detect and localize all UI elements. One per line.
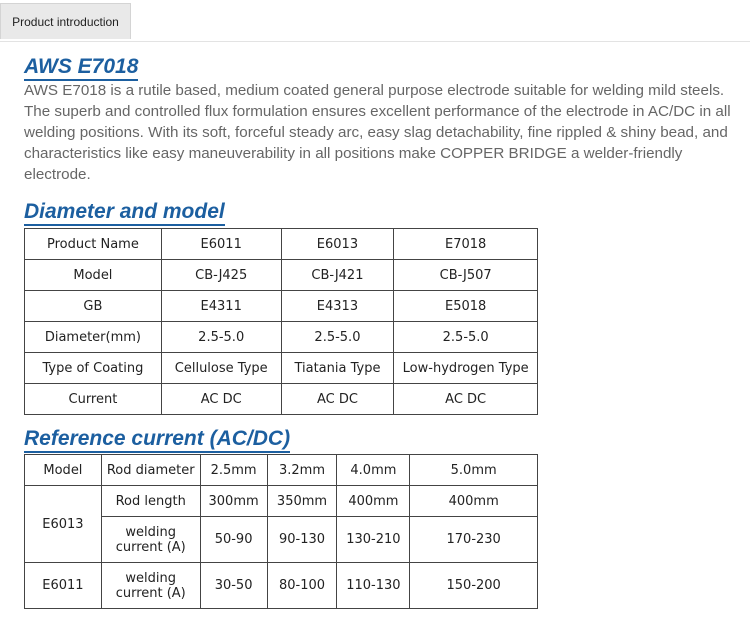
table-cell: 350mm — [267, 486, 337, 517]
table-header-cell: 5.0mm — [410, 455, 538, 486]
table-cell: 400mm — [337, 486, 410, 517]
table-row — [25, 455, 538, 486]
diameter-model-table — [24, 228, 538, 415]
table-cell: welding current (A) — [101, 563, 200, 609]
table-cell: Product Name — [25, 229, 162, 260]
table-header-cell: 2.5mm — [200, 455, 267, 486]
table-cell: AC DC — [161, 384, 281, 415]
table-cell: E4311 — [161, 291, 281, 322]
table-cell: 170-230 — [410, 517, 538, 563]
product-title: AWS E7018 — [24, 55, 139, 78]
table-cell: 80-100 — [267, 563, 337, 609]
table-row — [25, 486, 538, 517]
table-header-cell: Rod diameter — [101, 455, 200, 486]
table-cell: Cellulose Type — [161, 353, 281, 384]
table-cell-model: E6013 — [25, 486, 102, 563]
table-cell: AC DC — [281, 384, 394, 415]
table-cell: E5018 — [394, 291, 538, 322]
table-cell: Tiatania Type — [281, 353, 394, 384]
tab-product-introduction[interactable]: Product introduction — [0, 3, 131, 39]
table-cell: Diameter(mm) — [25, 322, 162, 353]
table-cell: 300mm — [200, 486, 267, 517]
table-cell: E6011 — [161, 229, 281, 260]
table-cell: 2.5-5.0 — [394, 322, 538, 353]
table-cell: CB-J421 — [281, 260, 394, 291]
table-cell: AC DC — [394, 384, 538, 415]
table-row — [25, 384, 538, 415]
reference-current-heading: Reference current (AC/DC) — [24, 427, 291, 450]
table-cell: 30-50 — [200, 563, 267, 609]
table-cell: welding current (A) — [101, 517, 200, 563]
table-cell: E7018 — [394, 229, 538, 260]
table-cell: GB — [25, 291, 162, 322]
table-header-cell: Model — [25, 455, 102, 486]
table-cell: 2.5-5.0 — [161, 322, 281, 353]
table-cell: 90-130 — [267, 517, 337, 563]
table-row — [25, 291, 538, 322]
table-row — [25, 563, 538, 609]
table-cell: 110-130 — [337, 563, 410, 609]
diameter-model-heading: Diameter and model — [24, 200, 225, 223]
table-cell: 150-200 — [410, 563, 538, 609]
table-cell: CB-J507 — [394, 260, 538, 291]
table-cell: Low-hydrogen Type — [394, 353, 538, 384]
table-cell: Type of Coating — [25, 353, 162, 384]
table-row — [25, 260, 538, 291]
table-cell: 130-210 — [337, 517, 410, 563]
table-header-cell: 4.0mm — [337, 455, 410, 486]
table-row — [25, 322, 538, 353]
table-cell: Model — [25, 260, 162, 291]
table-row — [25, 353, 538, 384]
table-cell: 2.5-5.0 — [281, 322, 394, 353]
table-row — [25, 517, 538, 563]
table-header-cell: 3.2mm — [267, 455, 337, 486]
tab-bar — [0, 0, 750, 42]
table-cell: CB-J425 — [161, 260, 281, 291]
table-cell: E6013 — [281, 229, 394, 260]
table-cell: 50-90 — [200, 517, 267, 563]
table-cell: E4313 — [281, 291, 394, 322]
table-cell: Rod length — [101, 486, 200, 517]
table-row — [25, 229, 538, 260]
reference-current-table — [24, 454, 538, 609]
table-cell: Current — [25, 384, 162, 415]
table-cell-model: E6011 — [25, 563, 102, 609]
table-cell: 400mm — [410, 486, 538, 517]
product-description: AWS E7018 is a rutile based, medium coated general purpose electrode suitable for welding mild steels. The superb and controlled flux formulation ensures excellent performance of the electrode in AC/DC in all welding positions. With its soft, forceful steady arc, easy slag detachability, fine rippled & shiny bead, and characteristics like easy maneuverability in all positions make COPPER BRIDGE a welder-friendly electrode. — [24, 82, 731, 183]
